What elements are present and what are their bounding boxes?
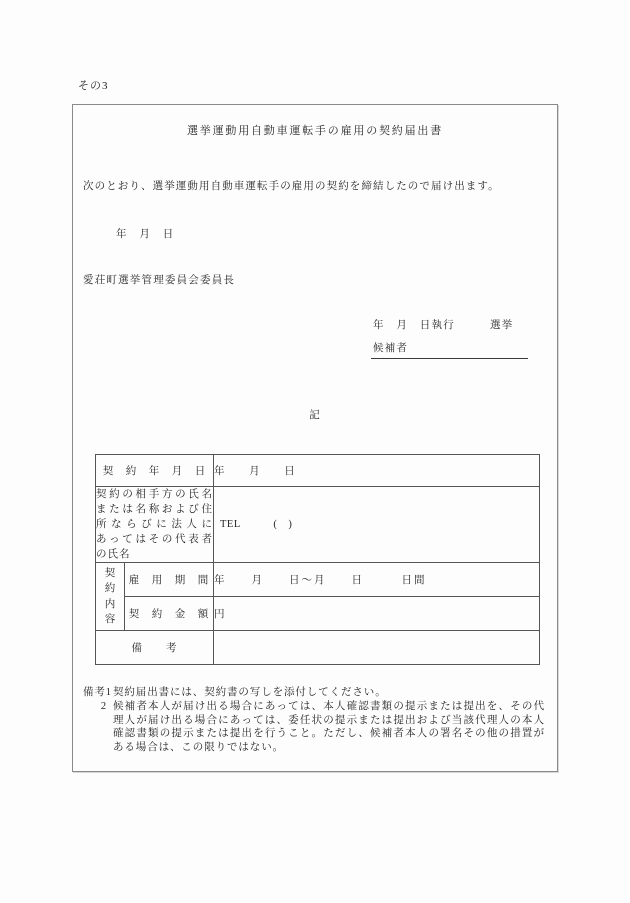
contract-amount-label: 契 約 金 額 xyxy=(125,597,214,631)
employment-period-label: 雇 用 期 間 xyxy=(125,563,214,597)
contract-amount-unit: 円 xyxy=(214,597,540,631)
page-label: その3 xyxy=(78,80,109,92)
date-line: 年 月 日 xyxy=(116,229,175,240)
table-row xyxy=(96,631,540,665)
party-label-line: あってはその代表者 xyxy=(96,534,213,546)
note-label: 備考1 xyxy=(83,687,112,698)
table-row xyxy=(96,455,540,487)
table-row xyxy=(96,597,540,631)
party-label-line: 所ならびに法人に xyxy=(96,519,213,531)
candidate-signature-line xyxy=(371,340,528,359)
note-item xyxy=(83,700,545,755)
tel-label: TEL ( ) xyxy=(220,519,293,531)
form-title: 選挙運動用自動車運転手の雇用の契約届出書 xyxy=(187,125,443,137)
party-label-line: 契約の相手方の氏名 xyxy=(96,489,213,500)
contract-party-label xyxy=(96,487,214,563)
election-execution-line: 年 月 日執行 選挙 xyxy=(373,320,514,331)
remarks-label: 備 考 xyxy=(96,631,214,665)
table-row xyxy=(96,487,540,563)
intro-text: 次のとおり、選挙運動用自動車運転手の雇用の契約を締結したので届け出ます。 xyxy=(83,181,500,192)
record-mark: 記 xyxy=(309,410,321,421)
notes-section xyxy=(83,686,545,755)
contract-party-value xyxy=(214,487,540,563)
contract-table xyxy=(95,454,540,665)
employment-period-value: 年 月 日～月 日 日間 xyxy=(214,563,540,597)
form-box xyxy=(72,104,558,772)
note-item xyxy=(83,686,545,700)
note-text: 候補者本人が届け出る場合にあっては、本人確認書類の提示または提出を、その代理人が届け出る場合にあっては、委任状の提示または提出および当該代理人の本人確認書類の提示または提出を行うこと。ただし、候補者本人の署名その他の措置がある場合は、この限りではない。 xyxy=(113,700,545,754)
note-label: 2 xyxy=(100,700,107,712)
candidate-label: 候補者 xyxy=(373,343,409,354)
contract-date-label: 契 約 年 月 日 xyxy=(96,455,214,487)
contract-detail-label: 契約内容 xyxy=(96,563,125,631)
party-label-line: の氏名 xyxy=(96,549,131,561)
party-label-line: または名称および住 xyxy=(96,504,213,516)
note-text: 契約届出書には、契約書の写しを添付してください。 xyxy=(113,687,387,698)
table-row xyxy=(96,563,540,597)
addressee-line: 愛荘町選挙管理委員会委員長 xyxy=(83,275,236,286)
contract-date-value: 年 月 日 xyxy=(214,455,540,487)
remarks-value xyxy=(214,631,540,665)
